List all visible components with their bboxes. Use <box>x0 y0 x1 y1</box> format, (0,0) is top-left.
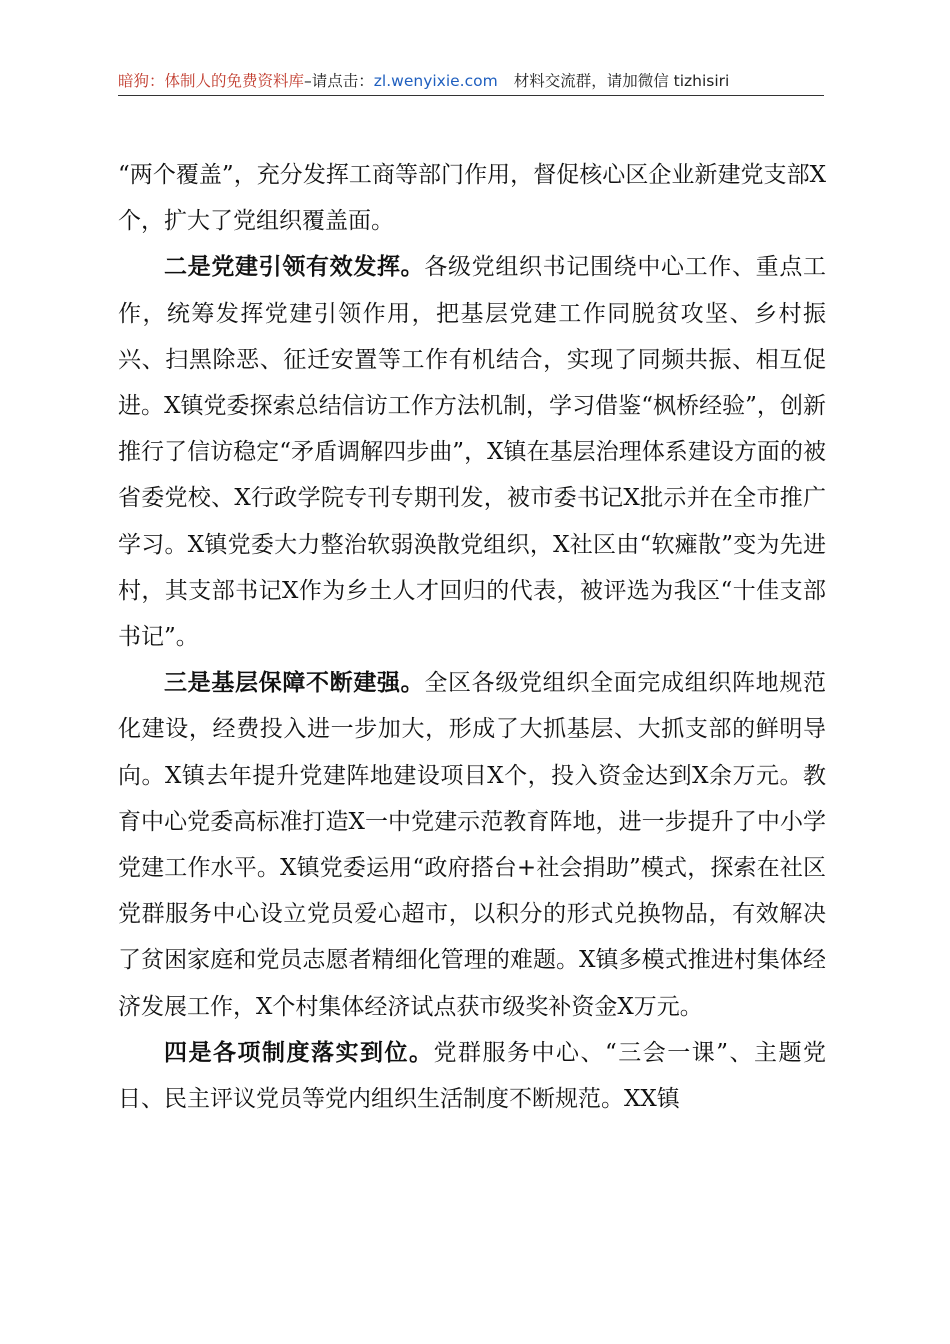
paragraph-item-2 <box>118 244 826 660</box>
paragraph-text: 全区各级党组织全面完成组织阵地规范化建设，经费投入进一步加大，形成了大抓基层、大抓支部的鲜明导向。X镇去年提升党建阵地建设项目X个，投入资金达到X余万元。教育中心党委高标准打造X一中党建示范教育阵地，进一步提升了中小学党建工作水平。X镇党委运用“政府搭台+社会捐助”模式，探索在社区党群服务中心设立党员爱心超市，以积分的形式兑换物品，有效解决了贫困家庭和党员志愿者精细化管理的难题。X镇多模式推进村集体经济发展工作，X个村集体经济试点获市级奖补资金X万元。 <box>118 670 827 1020</box>
header-contact: 材料交流群，请加微信 tizhisiri <box>513 72 730 90</box>
paragraph-lead: 三是基层保障不断建强。 <box>164 669 425 697</box>
paragraph-item-4 <box>118 1030 826 1122</box>
paragraph-continuation <box>118 152 826 244</box>
paragraph-text: 党群服务中心、“三会一课”、主题党日、民主评议党员等党内组织生活制度不断规范。XX镇 <box>118 1039 826 1113</box>
page-header <box>118 68 824 94</box>
header-link[interactable]: zl.wenyixie.com <box>373 72 498 90</box>
paragraph-item-3 <box>118 660 826 1030</box>
document-body <box>118 152 826 1122</box>
header-separator: –请点击： <box>304 72 374 90</box>
header-brand: 暗狗：体制人的免费资料库 <box>118 72 305 90</box>
paragraph-lead: 二是党建引领有效发挥。 <box>164 253 425 281</box>
paragraph-text: 各级党组织书记围绕中心工作、重点工作，统筹发挥党建引领作用，把基层党建工作同脱贫攻坚、乡村振兴、扫黑除恶、征迁安置等工作有机结合，实现了同频共振、相互促进。X镇党委探索总结信访工作方法机制，学习借鉴“枫桥经验”，创新推行了信访稳定“矛盾调解四步曲”，X镇在基层治理体系建设方面的被省委党校、X行政学院专刊专期刊发，被市委书记X批示并在全市推广学习。X镇党委大力整治软弱涣散党组织，X社区由“软瘫散”变为先进村，其支部书记X作为乡土人才回归的代表，被评选为我区“十佳支部书记”。 <box>118 254 827 651</box>
paragraph-text: “两个覆盖”，充分发挥工商等部门作用，督促核心区企业新建党支部X个，扩大了党组织覆盖面。 <box>118 162 826 235</box>
paragraph-lead: 四是各项制度落实到位。 <box>164 1038 434 1066</box>
header-divider <box>118 95 824 96</box>
